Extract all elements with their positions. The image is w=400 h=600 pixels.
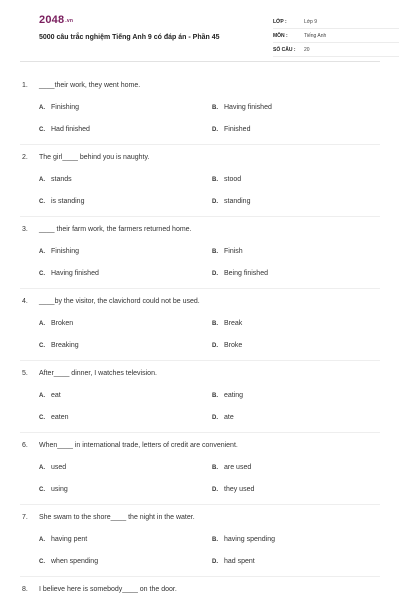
- answer-option[interactable]: [39, 320, 73, 327]
- option-letter: A.: [39, 465, 45, 471]
- answer-option[interactable]: [39, 342, 79, 349]
- option-text: ate: [224, 414, 234, 421]
- option-text: Broken: [51, 320, 74, 327]
- answer-option[interactable]: [212, 486, 254, 493]
- meta-value: 20: [304, 46, 310, 53]
- question-divider: [20, 576, 380, 577]
- option-text: Having finished: [51, 270, 99, 277]
- document-title: 5000 câu trắc nghiệm Tiếng Anh 9 có đáp án - Phần 45: [39, 34, 220, 41]
- question-number: 1.: [22, 82, 28, 89]
- question-divider: [20, 144, 380, 145]
- option-text: stood: [224, 176, 242, 183]
- option-letter: C.: [39, 199, 45, 205]
- meta-table: [273, 15, 399, 57]
- question-stem: [22, 154, 149, 161]
- option-text: stands: [51, 176, 72, 183]
- option-text: are used: [224, 464, 252, 471]
- answer-option[interactable]: [212, 536, 275, 543]
- option-text: Finishing: [51, 248, 80, 255]
- answer-option[interactable]: [212, 104, 272, 111]
- option-letter: B.: [212, 105, 218, 111]
- meta-row-grade: [273, 15, 399, 29]
- option-letter: A.: [39, 393, 45, 399]
- question-divider: [20, 216, 380, 217]
- option-text: Finishing: [51, 104, 80, 111]
- option-text: Finished: [224, 126, 251, 133]
- answer-option[interactable]: [212, 198, 250, 205]
- option-text: eat: [51, 392, 61, 399]
- answer-option[interactable]: [39, 104, 79, 111]
- question-divider: [20, 360, 380, 361]
- option-letter: A.: [39, 537, 45, 543]
- answer-option[interactable]: [39, 558, 98, 565]
- option-letter: A.: [39, 249, 45, 255]
- meta-row-count: [273, 43, 399, 57]
- question-text: When____ in international trade, letters of credit are convenient.: [39, 442, 238, 449]
- answer-option[interactable]: [212, 342, 242, 349]
- answer-option[interactable]: [212, 558, 255, 565]
- question-text: ____ their farm work, the farmers returned home.: [39, 226, 192, 233]
- logo-text: 2048: [39, 14, 65, 26]
- option-letter: D.: [212, 127, 218, 133]
- meta-key: LỚP :: [273, 18, 287, 25]
- option-text: Had finished: [51, 126, 90, 133]
- question-stem: [22, 226, 192, 233]
- site-logo[interactable]: [39, 14, 73, 26]
- question-stem: [22, 586, 177, 593]
- option-letter: B.: [212, 465, 218, 471]
- option-letter: D.: [212, 199, 218, 205]
- option-text: using: [51, 486, 68, 493]
- meta-value: Lớp 9: [304, 18, 318, 25]
- question-divider: [20, 288, 380, 289]
- question-divider: [20, 504, 380, 505]
- option-text: Breaking: [51, 342, 79, 349]
- option-letter: C.: [39, 559, 45, 565]
- question-stem: [22, 298, 200, 305]
- option-text: Finish: [224, 248, 243, 255]
- option-letter: B.: [212, 249, 218, 255]
- meta-key: MÔN :: [273, 32, 288, 39]
- option-text: Break: [224, 320, 243, 327]
- question-number: 4.: [22, 298, 28, 305]
- option-text: standing: [224, 198, 251, 205]
- question-stem: [22, 82, 140, 89]
- question-text: ____by the visitor, the clavichord could not be used.: [39, 298, 200, 305]
- option-letter: B.: [212, 321, 218, 327]
- option-text: Having finished: [224, 104, 272, 111]
- option-text: they used: [224, 486, 255, 493]
- answer-option[interactable]: [212, 414, 234, 421]
- question-stem: [22, 514, 195, 521]
- option-letter: C.: [39, 127, 45, 133]
- answer-option[interactable]: [39, 270, 99, 277]
- answer-option[interactable]: [39, 486, 68, 493]
- option-letter: D.: [212, 415, 218, 421]
- question-divider: [20, 432, 380, 433]
- option-text: Broke: [224, 342, 243, 349]
- meta-row-subject: [273, 29, 399, 43]
- answer-option[interactable]: [39, 248, 79, 255]
- option-letter: C.: [39, 343, 45, 349]
- meta-value: Tiếng Anh: [304, 32, 327, 39]
- answer-option[interactable]: [39, 536, 87, 543]
- option-letter: D.: [212, 343, 218, 349]
- option-letter: C.: [39, 415, 45, 421]
- option-letter: D.: [212, 559, 218, 565]
- question-number: 2.: [22, 154, 28, 161]
- option-letter: B.: [212, 537, 218, 543]
- logo-tld: .vn: [65, 18, 74, 24]
- question-text: The girl____ behind you is naughty.: [39, 154, 150, 161]
- question-number: 7.: [22, 514, 28, 521]
- option-text: had spent: [224, 558, 255, 565]
- answer-option[interactable]: [39, 126, 90, 133]
- option-letter: C.: [39, 271, 45, 277]
- option-letter: D.: [212, 271, 218, 277]
- option-letter: B.: [212, 177, 218, 183]
- answer-option[interactable]: [39, 414, 69, 421]
- answer-option[interactable]: [212, 464, 251, 471]
- option-letter: A.: [39, 105, 45, 111]
- question-number: 3.: [22, 226, 28, 233]
- option-text: when spending: [51, 558, 99, 565]
- answer-option[interactable]: [212, 320, 242, 327]
- answer-option[interactable]: [212, 392, 243, 399]
- option-text: Being finished: [224, 270, 268, 277]
- question-number: 8.: [22, 586, 28, 593]
- question-text: I believe here is somebody____ on the door.: [39, 586, 177, 593]
- option-text: having spending: [224, 536, 275, 543]
- option-text: eaten: [51, 414, 69, 421]
- option-letter: A.: [39, 177, 45, 183]
- option-text: is standing: [51, 198, 85, 205]
- option-text: used: [51, 464, 67, 471]
- answer-option[interactable]: [39, 176, 72, 183]
- question-number: 5.: [22, 370, 28, 377]
- question-text: ____their work, they went home.: [39, 82, 141, 89]
- document-header: [20, 0, 380, 62]
- question-number: 6.: [22, 442, 28, 449]
- question-text: She swam to the shore____ the night in the water.: [39, 514, 195, 521]
- option-letter: D.: [212, 487, 218, 493]
- answer-option[interactable]: [39, 198, 84, 205]
- option-text: eating: [224, 392, 244, 399]
- option-text: having pent: [51, 536, 88, 543]
- question-text: After____ dinner, I watches television.: [39, 370, 157, 377]
- answer-option[interactable]: [212, 270, 268, 277]
- option-letter: B.: [212, 393, 218, 399]
- answer-option[interactable]: [212, 126, 250, 133]
- answer-option[interactable]: [39, 464, 66, 471]
- answer-option[interactable]: [212, 248, 243, 255]
- answer-option[interactable]: [212, 176, 241, 183]
- meta-key: SỐ CÂU :: [273, 46, 296, 53]
- answer-option[interactable]: [39, 392, 61, 399]
- question-stem: [22, 370, 157, 377]
- question-stem: [22, 442, 238, 449]
- option-letter: A.: [39, 321, 45, 327]
- option-letter: C.: [39, 487, 45, 493]
